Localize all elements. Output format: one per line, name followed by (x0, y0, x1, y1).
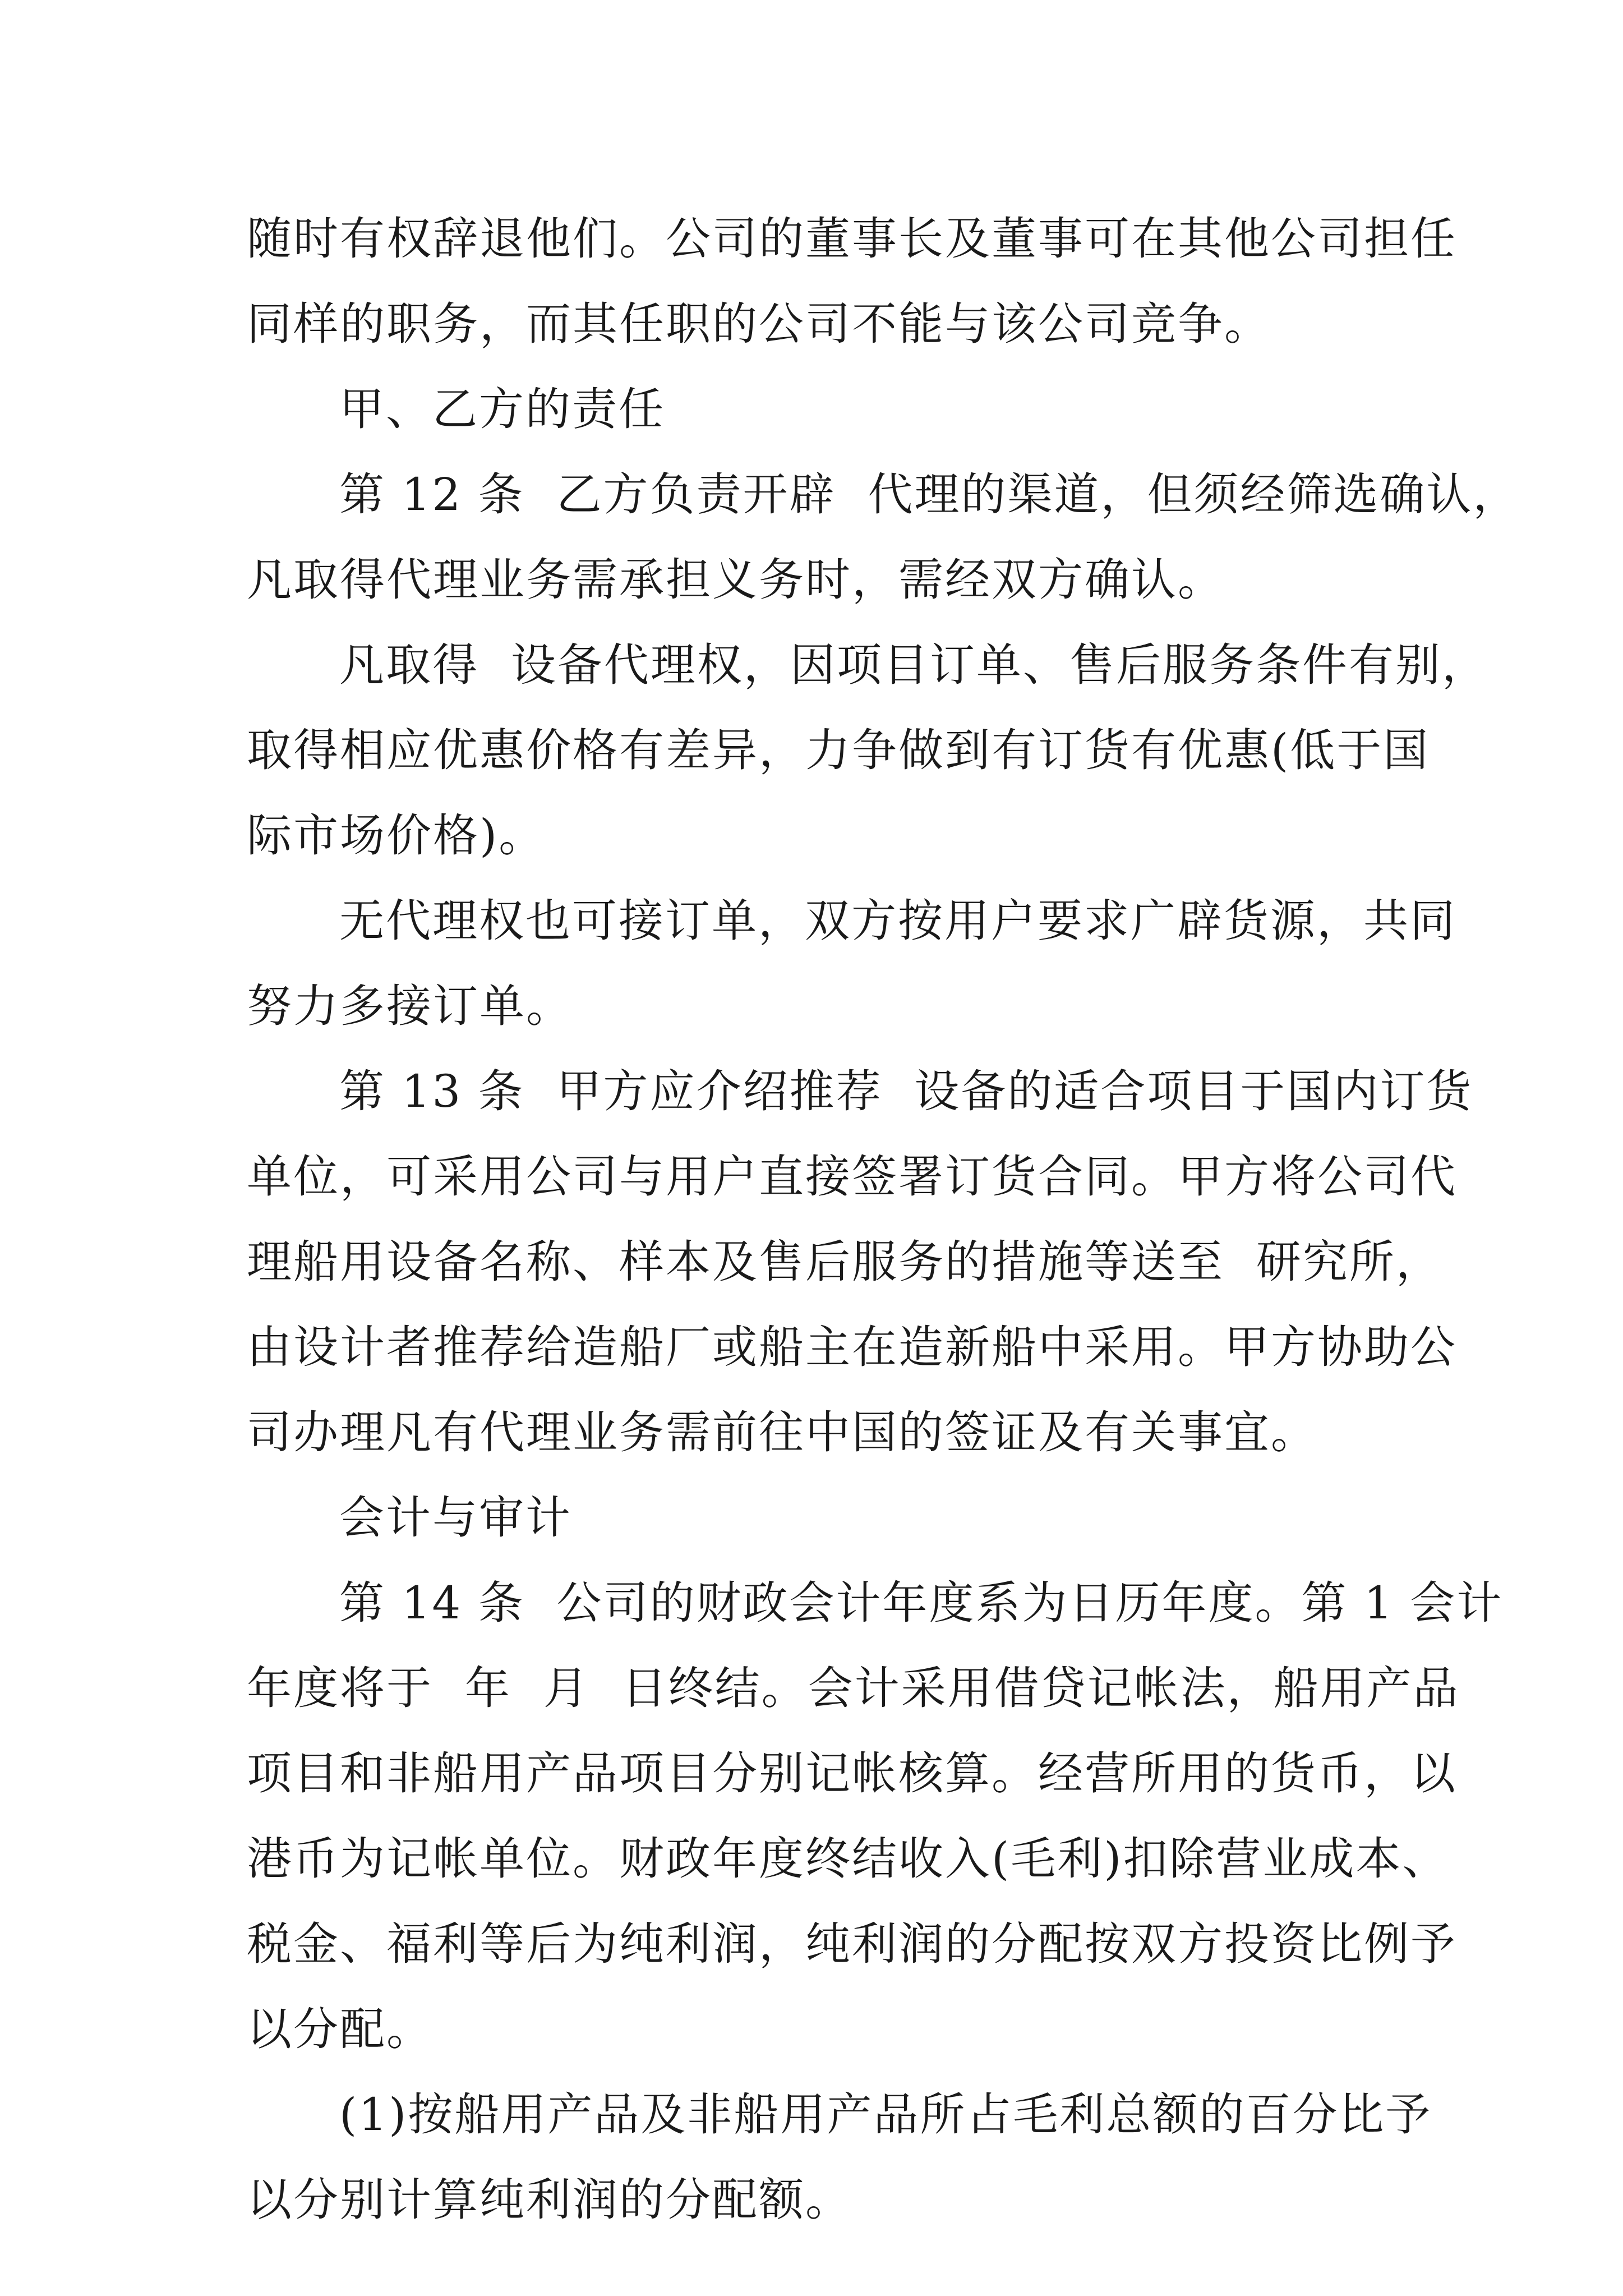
body-line-6: 凡取得 设备代理权，因项目订单、售后服务条件有别， (339, 639, 1488, 691)
article-14-line-4: 港币为记帐单位。财政年度终结收入(毛利)扣除营业成本、 (247, 1833, 1449, 1885)
body-line-8: 际市场价格)。 (247, 809, 546, 862)
article-13-line-2: 单位，可采用公司与用户直接签署订货合同。甲方将公司代 (247, 1151, 1457, 1203)
article-13-line-1: 第 13 条 甲方应介绍推荐 设备的适合项目于国内订货 (339, 1065, 1473, 1117)
body-line-7: 取得相应优惠价格有差异，力争做到有订货有优惠(低于国 (247, 724, 1430, 776)
section-heading-accounting: 会计与审计 (339, 1492, 572, 1544)
article-14-line-3: 项目和非船用产品项目分别记帐核算。经营所用的货币，以 (247, 1747, 1457, 1800)
article-13-line-4: 由设计者推荐给造船厂或船主在造新船中采用。甲方协助公 (247, 1321, 1457, 1373)
article-12-line-1: 第 12 条 乙方负责开辟 代理的渠道，但须经筛选确认， (339, 468, 1520, 521)
article-13-line-3: 理船用设备名称、样本及售后服务的措施等送至 研究所， (247, 1236, 1442, 1288)
document-body (247, 196, 1520, 2243)
body-line-1: 随时有权辞退他们。公司的董事长及董事可在其他公司担任 (247, 213, 1457, 265)
article-14-line-6: 以分配。 (247, 2003, 433, 2055)
article-14-line-2: 年度将于 年 月 日终结。会计采用借贷记帐法，船用产品 (247, 1662, 1460, 1714)
body-line-10: 努力多接订单。 (247, 980, 573, 1032)
clause-1-line-2: 以分别计算纯利润的分配额。 (247, 2174, 852, 2226)
article-14-line-1: 第 14 条 公司的财政会计年度系为日历年度。第 1 会计 (339, 1577, 1504, 1629)
section-heading-responsibilities: 甲、乙方的责任 (339, 383, 665, 435)
article-13-line-5: 司办理凡有代理业务需前往中国的签证及有关事宜。 (247, 1406, 1317, 1458)
clause-1-line-1: (1)按船用产品及非船用产品所占毛利总额的百分比予 (339, 2088, 1432, 2141)
article-14-line-5: 税金、福利等后为纯利润，纯利润的分配按双方投资比例予 (247, 1918, 1457, 1970)
article-12-line-2: 凡取得代理业务需承担义务时，需经双方确认。 (247, 554, 1224, 606)
body-line-9: 无代理权也可接订单，双方按用户要求广辟货源，共同 (339, 895, 1456, 947)
body-line-2: 同样的职务，而其任职的公司不能与该公司竞争。 (247, 298, 1271, 350)
